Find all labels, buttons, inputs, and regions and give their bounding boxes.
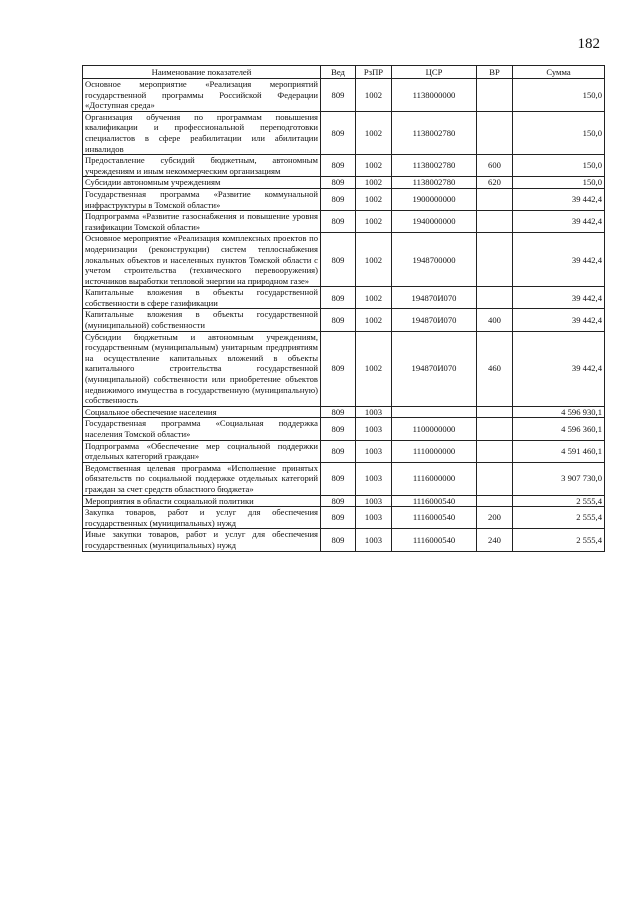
table-row [83, 211, 605, 233]
cell-name: Закупка товаров, работ и услуг для обеспечения государственных (муниципальных) нужд [83, 507, 321, 529]
cell-rzpr: 1002 [356, 155, 392, 177]
cell-csr: 1138002780 [392, 177, 477, 189]
cell-vr [477, 188, 513, 210]
cell-sum: 39 442,4 [513, 233, 605, 287]
header-csr: ЦСР [392, 66, 477, 79]
cell-sum: 150,0 [513, 177, 605, 189]
cell-name: Государственная программа «Социальная поддержка населения Томской области» [83, 418, 321, 440]
cell-name: Подпрограмма «Обеспечение мер социальной поддержки отдельных категорий граждан» [83, 440, 321, 462]
cell-rzpr: 1003 [356, 418, 392, 440]
cell-name: Организация обучения по программам повышения квалификации и профессиональной переподготовки специалистов в сфере реабилитации или абилитации инвалидов [83, 111, 321, 154]
cell-vr: 620 [477, 177, 513, 189]
cell-name: Предоставление субсидий бюджетным, автономным учреждениям и иным некоммерческим организациям [83, 155, 321, 177]
cell-sum: 39 442,4 [513, 331, 605, 406]
header-sum: Сумма [513, 66, 605, 79]
cell-name: Ведомственная целевая программа «Исполнение принятых обязательств по социальной поддержке отдельных категорий граждан за счет средств областного бюджета» [83, 462, 321, 495]
cell-rzpr: 1002 [356, 309, 392, 331]
cell-ved: 809 [321, 79, 356, 112]
header-ved: Вед [321, 66, 356, 79]
cell-rzpr: 1002 [356, 111, 392, 154]
table-row [83, 79, 605, 112]
cell-sum: 39 442,4 [513, 309, 605, 331]
cell-rzpr: 1002 [356, 79, 392, 112]
cell-name: Государственная программа «Развитие коммунальной инфраструктуры в Томской области» [83, 188, 321, 210]
table-row [83, 155, 605, 177]
table-body [83, 79, 605, 552]
cell-vr [477, 287, 513, 309]
cell-csr: 1100000000 [392, 418, 477, 440]
cell-ved: 809 [321, 440, 356, 462]
cell-vr: 240 [477, 529, 513, 551]
cell-rzpr: 1003 [356, 495, 392, 507]
cell-rzpr: 1003 [356, 529, 392, 551]
cell-ved: 809 [321, 287, 356, 309]
cell-csr: 1110000000 [392, 440, 477, 462]
cell-rzpr: 1003 [356, 507, 392, 529]
table-row [83, 406, 605, 418]
cell-vr [477, 233, 513, 287]
cell-name: Основное мероприятие «Реализация комплексных проектов по модернизации (реконструкции) систем теплоснабжения локальных объектов и населенных пунктов Томской области с учетом строительства (технического перевооружения) источников выработки тепловой энергии на природном газе» [83, 233, 321, 287]
page-number: 182 [577, 36, 600, 52]
cell-name: Мероприятия в области социальной политики [83, 495, 321, 507]
cell-sum: 39 442,4 [513, 188, 605, 210]
cell-csr: 1116000000 [392, 462, 477, 495]
table-header-row [83, 66, 605, 79]
cell-name: Субсидии автономным учреждениям [83, 177, 321, 189]
cell-rzpr: 1003 [356, 406, 392, 418]
cell-rzpr: 1002 [356, 233, 392, 287]
cell-name: Подпрограмма «Развитие газоснабжения и повышение уровня газификации Томской области» [83, 211, 321, 233]
cell-vr [477, 211, 513, 233]
cell-rzpr: 1002 [356, 188, 392, 210]
cell-ved: 809 [321, 211, 356, 233]
cell-rzpr: 1002 [356, 211, 392, 233]
cell-sum: 39 442,4 [513, 211, 605, 233]
cell-vr [477, 111, 513, 154]
cell-csr [392, 406, 477, 418]
table-row [83, 331, 605, 406]
cell-ved: 809 [321, 331, 356, 406]
cell-vr [477, 462, 513, 495]
cell-csr: 1138002780 [392, 111, 477, 154]
cell-sum: 39 442,4 [513, 287, 605, 309]
cell-ved: 809 [321, 529, 356, 551]
cell-sum: 150,0 [513, 79, 605, 112]
cell-rzpr: 1002 [356, 331, 392, 406]
cell-vr [477, 406, 513, 418]
cell-sum: 3 907 730,0 [513, 462, 605, 495]
cell-vr [477, 495, 513, 507]
table-row [83, 309, 605, 331]
table-row [83, 507, 605, 529]
cell-ved: 809 [321, 188, 356, 210]
cell-csr: 1138000000 [392, 79, 477, 112]
cell-csr: 1116000540 [392, 529, 477, 551]
cell-ved: 809 [321, 309, 356, 331]
cell-vr: 200 [477, 507, 513, 529]
cell-vr: 400 [477, 309, 513, 331]
table-row [83, 495, 605, 507]
cell-vr [477, 79, 513, 112]
cell-ved: 809 [321, 233, 356, 287]
header-vr: ВР [477, 66, 513, 79]
cell-name: Капитальные вложения в объекты государственной собственности в сфере газификации [83, 287, 321, 309]
cell-ved: 809 [321, 111, 356, 154]
cell-ved: 809 [321, 462, 356, 495]
table-row [83, 418, 605, 440]
cell-name: Субсидии бюджетным и автономным учреждениям, государственным (муниципальным) унитарным предприятиям на осуществление капитальных вложений в объекты капитального строительства государственной (муниципальной) собственности или приобретение объектов недвижимого имущества в государственную (муниципальную) собственность [83, 331, 321, 406]
cell-sum: 4 591 460,1 [513, 440, 605, 462]
cell-sum: 2 555,4 [513, 507, 605, 529]
table-row [83, 287, 605, 309]
cell-ved: 809 [321, 177, 356, 189]
table-row [83, 529, 605, 551]
cell-sum: 4 596 360,1 [513, 418, 605, 440]
cell-vr: 600 [477, 155, 513, 177]
table-row [83, 111, 605, 154]
cell-ved: 809 [321, 418, 356, 440]
cell-csr: 194870И070 [392, 331, 477, 406]
table-row [83, 440, 605, 462]
table-row [83, 233, 605, 287]
cell-sum: 4 596 930,1 [513, 406, 605, 418]
cell-ved: 809 [321, 155, 356, 177]
cell-sum: 2 555,4 [513, 529, 605, 551]
cell-ved: 809 [321, 406, 356, 418]
header-rzpr: РзПР [356, 66, 392, 79]
cell-name: Социальное обеспечение населения [83, 406, 321, 418]
header-name: Наименование показателей [83, 66, 321, 79]
cell-sum: 150,0 [513, 111, 605, 154]
cell-rzpr: 1002 [356, 287, 392, 309]
cell-vr [477, 418, 513, 440]
cell-csr: 1116000540 [392, 495, 477, 507]
budget-table [82, 65, 605, 552]
cell-csr: 194870И070 [392, 287, 477, 309]
table-row [83, 177, 605, 189]
cell-name: Капитальные вложения в объекты государственной (муниципальной) собственности [83, 309, 321, 331]
cell-rzpr: 1002 [356, 177, 392, 189]
cell-csr: 1948700000 [392, 233, 477, 287]
cell-sum: 150,0 [513, 155, 605, 177]
cell-rzpr: 1003 [356, 462, 392, 495]
cell-csr: 194870И070 [392, 309, 477, 331]
cell-csr: 1138002780 [392, 155, 477, 177]
cell-sum: 2 555,4 [513, 495, 605, 507]
cell-csr: 1900000000 [392, 188, 477, 210]
cell-name: Основное мероприятие «Реализация мероприятий государственной программы Российской Федерации «Доступная среда» [83, 79, 321, 112]
cell-ved: 809 [321, 495, 356, 507]
cell-vr: 460 [477, 331, 513, 406]
cell-vr [477, 440, 513, 462]
cell-name: Иные закупки товаров, работ и услуг для обеспечения государственных (муниципальных) нужд [83, 529, 321, 551]
table-row [83, 188, 605, 210]
cell-ved: 809 [321, 507, 356, 529]
cell-csr: 1116000540 [392, 507, 477, 529]
cell-rzpr: 1003 [356, 440, 392, 462]
table-row [83, 462, 605, 495]
cell-csr: 1940000000 [392, 211, 477, 233]
